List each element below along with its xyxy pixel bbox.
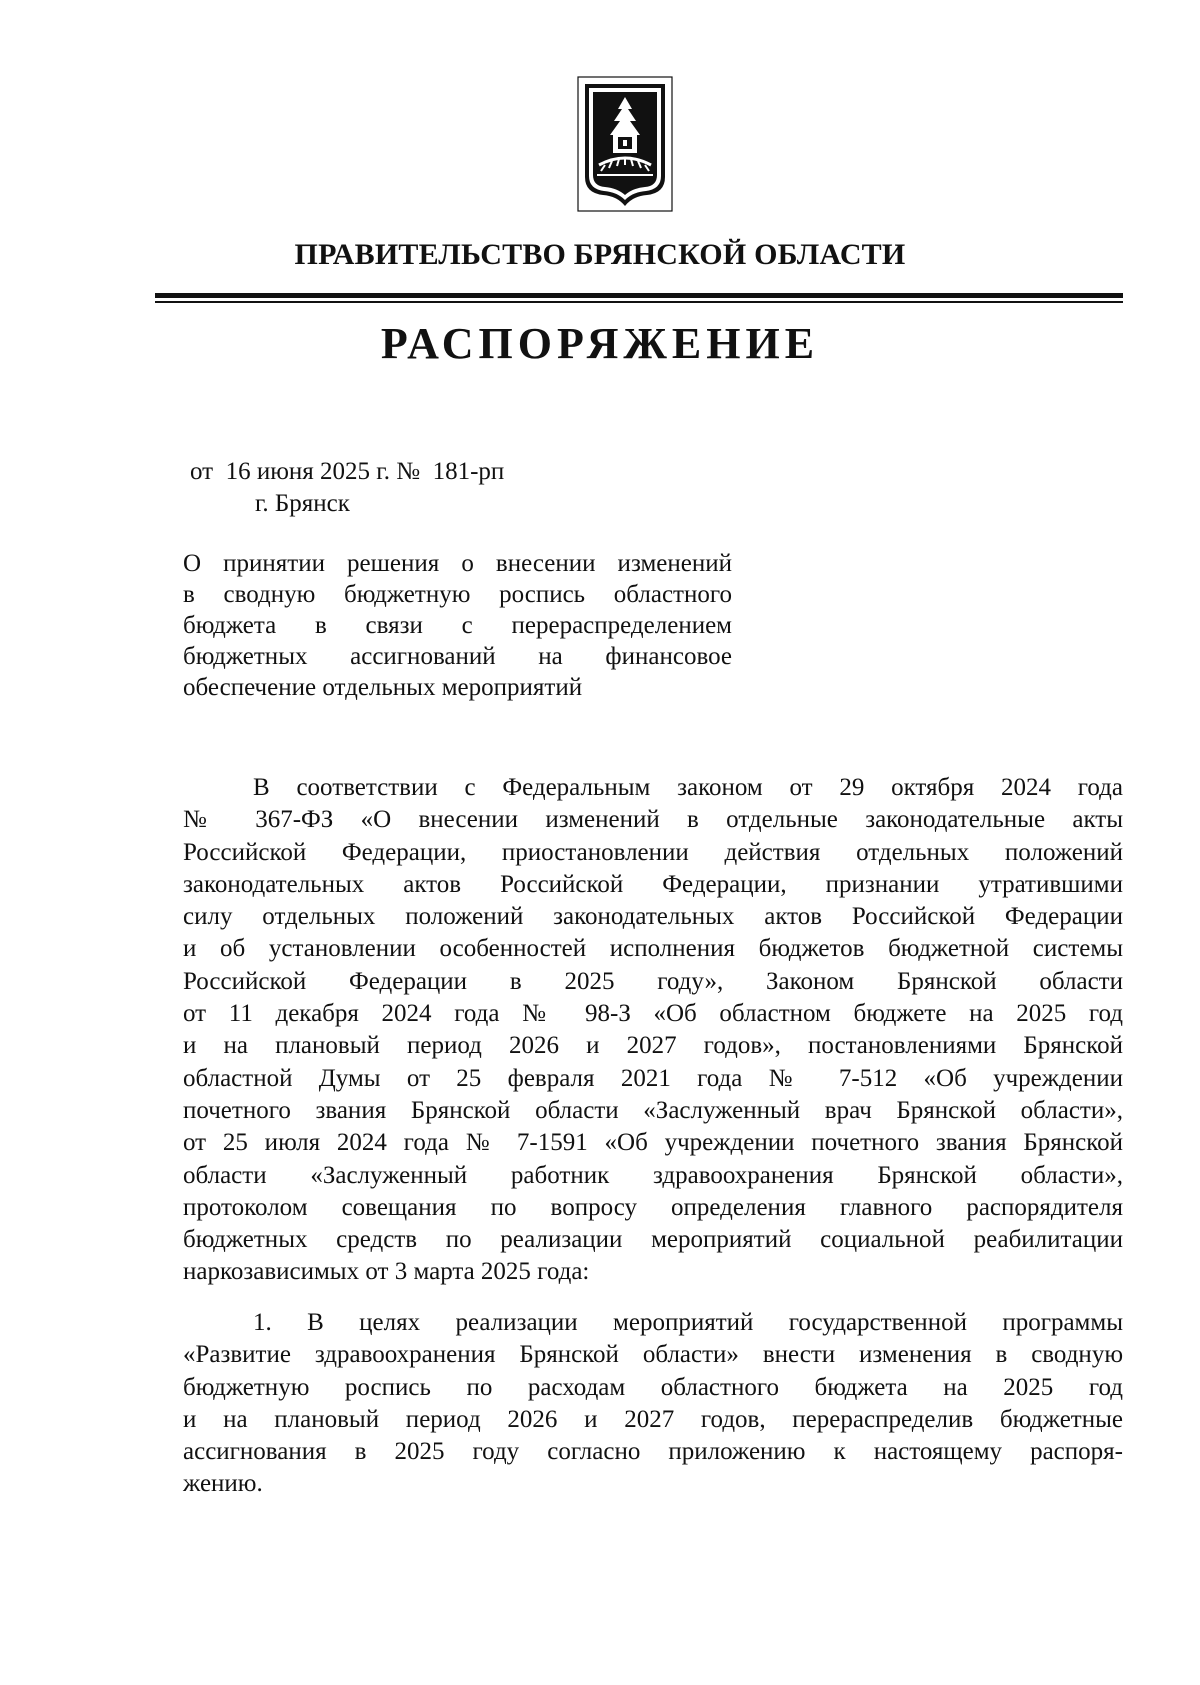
document-subject — [183, 548, 732, 703]
document-type-title: РАСПОРЯЖЕНИЕ — [380, 319, 820, 368]
subject-line: обеспечение отдельных мероприятий — [183, 674, 583, 701]
subject-line: бюджета в связи с перераспределением — [183, 612, 732, 639]
body-line: ассигнования в 2025 году согласно приложению к настоящему распоря- — [183, 1438, 1123, 1466]
body-line: и на плановый период 2026 и 2027 годов, перераспределив бюджетные — [183, 1405, 1123, 1433]
bryansk-coat-of-arms-icon — [575, 75, 675, 215]
body-line: Российской Федерации в 2025 году», Законом Брянской области — [183, 967, 1123, 995]
header-divider-thick — [155, 293, 1123, 298]
body-line: протоколом совещания по вопросу определения главного распорядителя — [183, 1193, 1123, 1221]
body-line: почетного звания Брянской области «Заслуженный врач Брянской области», — [183, 1096, 1123, 1124]
body-line: наркозависимых от 3 марта 2025 года: — [183, 1258, 590, 1286]
subject-line: в сводную бюджетную роспись областного — [183, 581, 732, 608]
body-line: жению. — [183, 1470, 263, 1498]
body-line: и об установлении особенностей исполнения бюджетов бюджетной системы — [183, 935, 1123, 963]
date-number-line: от 16 июня 2025 г. № 181-рп — [190, 458, 505, 485]
body-line: области «Заслуженный работник здравоохранения Брянской области», — [183, 1161, 1123, 1189]
body-line: Российской Федерации, приостановлении действия отдельных положений — [183, 838, 1123, 866]
preamble-paragraph — [183, 772, 1123, 1289]
body-line: № 367-ФЗ «О внесении изменений в отдельные законодательные акты — [183, 806, 1123, 834]
city-line: г. Брянск — [255, 490, 350, 517]
clause-1-paragraph — [183, 1307, 1123, 1501]
body-line: бюджетную роспись по расходам областного бюджета на 2025 год — [183, 1373, 1123, 1401]
subject-line: бюджетных ассигнований на финансовое — [183, 643, 732, 670]
body-line: силу отдельных положений законодательных актов Российской Федерации — [183, 903, 1123, 931]
government-title: ПРАВИТЕЛЬСТВО БРЯНСКОЙ ОБЛАСТИ — [294, 238, 906, 271]
body-line: бюджетных средств по реализации мероприятий социальной реабилитации — [183, 1226, 1123, 1254]
body-line: В соответствии с Федеральным законом от 29 октября 2024 года — [253, 774, 1123, 801]
body-line: 1. В целях реализации мероприятий государственной программы — [253, 1309, 1123, 1336]
body-line: и на плановый период 2026 и 2027 годов», постановлениями Брянской — [183, 1032, 1123, 1060]
body-line: «Развитие здравоохранения Брянской области» внести изменения в сводную — [183, 1341, 1123, 1369]
body-line: от 25 июля 2024 года № 7-1591 «Об учреждении почетного звания Брянской — [183, 1129, 1123, 1157]
header-divider-thin — [155, 301, 1123, 303]
body-line: областной Думы от 25 февраля 2021 года № 7-512 «Об учреждении — [183, 1064, 1123, 1092]
subject-line: О принятии решения о внесении изменений — [183, 550, 732, 577]
body-line: от 11 декабря 2024 года № 98-З «Об областном бюджете на 2025 год — [183, 1000, 1123, 1028]
body-line: законодательных актов Российской Федерации, признании утратившими — [183, 870, 1123, 898]
